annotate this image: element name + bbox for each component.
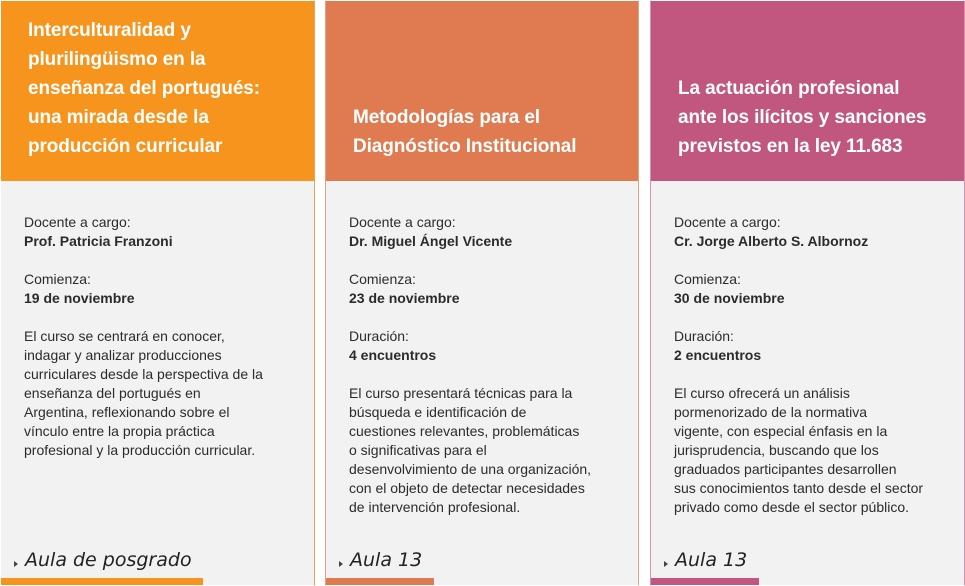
location-label: Aula 13 — [675, 549, 748, 571]
start-label: Comienza: — [674, 271, 741, 287]
teacher-label: Docente a cargo: — [349, 214, 456, 230]
location-footer — [651, 545, 964, 585]
location-label: Aula 13 — [350, 549, 423, 571]
course-description: El curso ofrecerá un análisis pormenorizado de la normativa vigente, con especial énfasis en la jurisprudencia, buscando que los graduados participantes desarrollen sus conocimientos tanto desde el sector privado como desde el sector público. — [674, 385, 924, 515]
duration-label: Duración: — [349, 328, 409, 344]
course-card-interculturalidad[interactable] — [0, 0, 315, 586]
teacher-label: Docente a cargo: — [674, 214, 781, 230]
teacher-name: Prof. Patricia Franzoni — [24, 233, 173, 249]
caret-right-icon — [664, 561, 668, 567]
start-date: 30 de noviembre — [674, 290, 785, 306]
accent-bar — [326, 578, 434, 585]
caret-right-icon — [339, 561, 343, 567]
course-title: Interculturalidad y plurilingüismo en la enseñanza del portugués: una mirada desde la producción curricular — [28, 20, 260, 157]
card-body — [1, 181, 314, 585]
start-label: Comienza: — [24, 271, 91, 287]
caret-right-icon — [14, 561, 18, 567]
course-description: El curso presentará técnicas para la búsqueda e identificación de cuestiones relevantes, problemáticas o significativas para el desenvolvimiento de una organización, con el objeto de detectar necesidades de intervención profesional. — [349, 385, 592, 515]
duration-value: 2 encuentros — [674, 347, 762, 363]
location-footer — [326, 545, 638, 585]
start-date: 19 de noviembre — [24, 290, 135, 306]
accent-bar — [1, 578, 203, 585]
duration-value: 4 encuentros — [349, 347, 437, 363]
course-card-actuacion-profesional[interactable] — [650, 0, 965, 586]
location-footer — [1, 545, 314, 585]
card-header — [326, 1, 638, 181]
card-header — [651, 1, 964, 181]
teacher-name: Cr. Jorge Alberto S. Albornoz — [674, 233, 869, 249]
accent-bar — [651, 578, 759, 585]
duration-label: Duración: — [674, 328, 734, 344]
card-body — [326, 181, 638, 585]
teacher-label: Docente a cargo: — [24, 214, 131, 230]
location-label: Aula de posgrado — [25, 549, 192, 571]
course-title: Metodologías para el Diagnóstico Institucional — [353, 107, 577, 157]
card-header — [1, 1, 314, 181]
course-title: La actuación profesional ante los ilícitos y sanciones previstos en la ley 11.683 — [678, 78, 927, 157]
course-card-metodologias[interactable] — [325, 0, 639, 586]
start-date: 23 de noviembre — [349, 290, 460, 306]
card-body — [651, 181, 964, 585]
teacher-name: Dr. Miguel Ángel Vicente — [349, 233, 513, 249]
start-label: Comienza: — [349, 271, 416, 287]
course-description: El curso se centrará en conocer, indagar y analizar producciones curriculares desde la perspectiva de la enseñanza del portugués en Argentina, reflexionando sobre el vínculo entre la propia práctica profesional y la producción curricular. — [24, 328, 263, 458]
